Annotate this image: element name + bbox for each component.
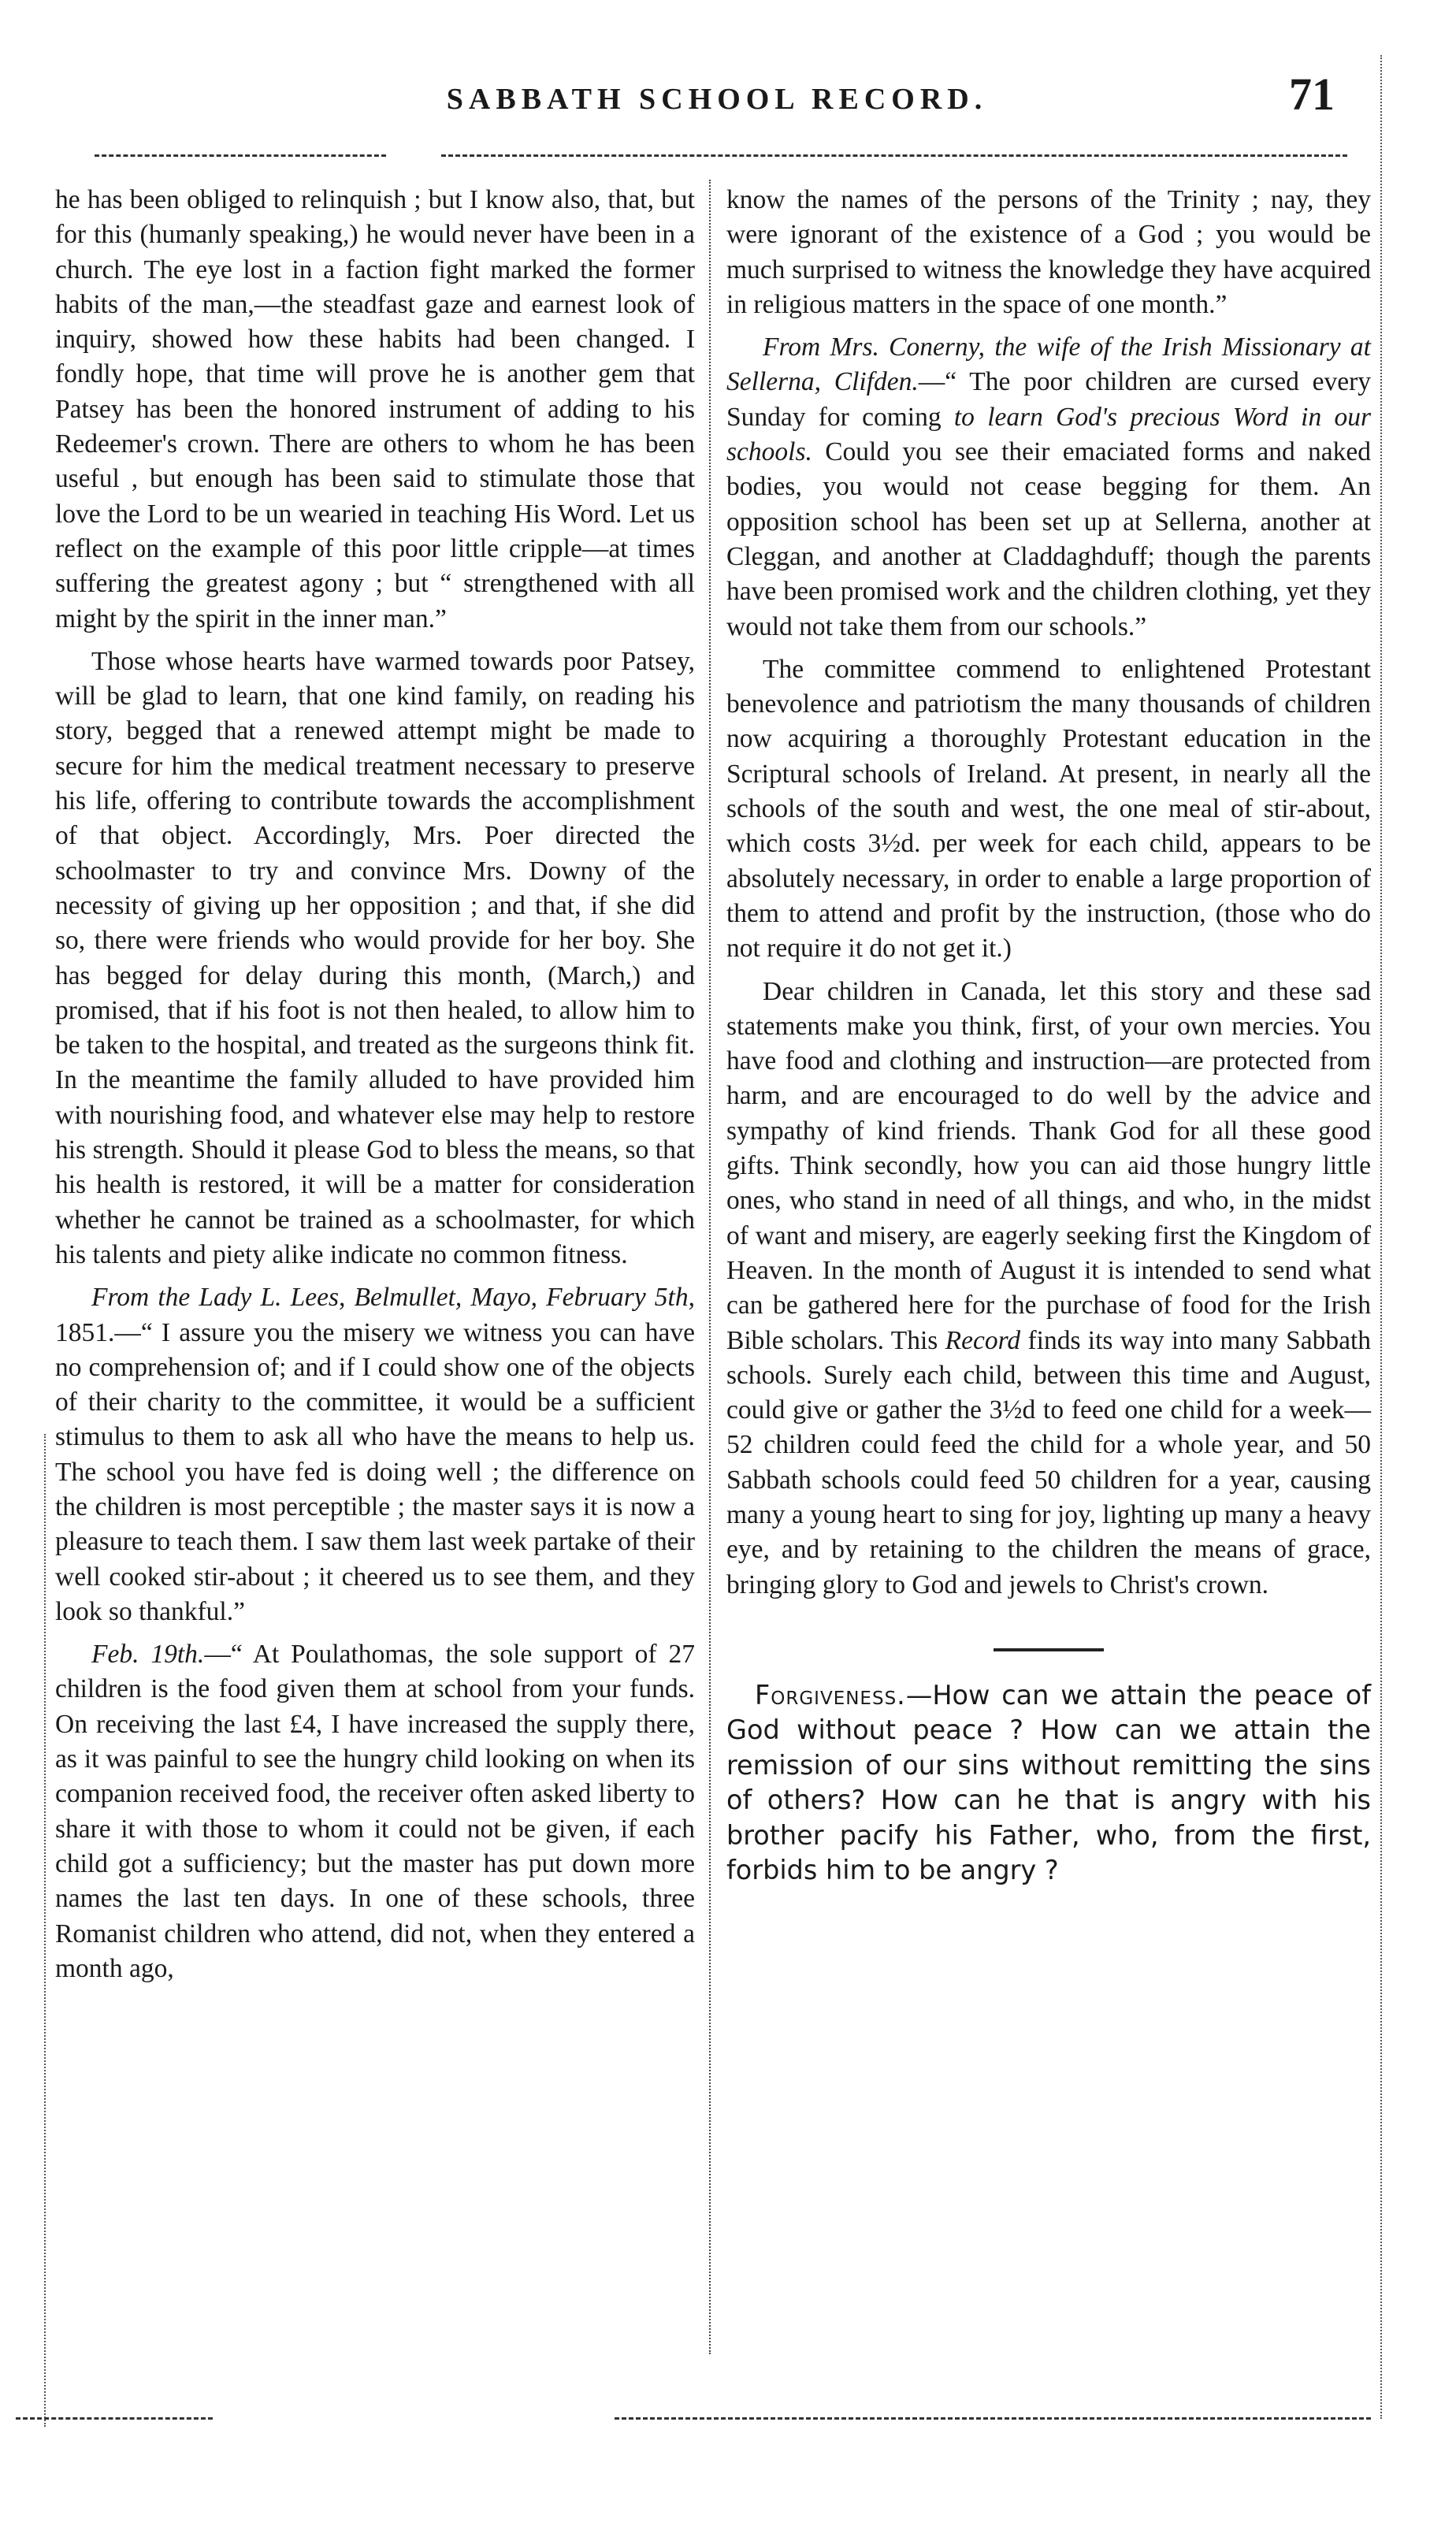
footer-rule-right bbox=[615, 2417, 1371, 2420]
letter-source: From Mrs. Conerny, the wife of the Irish Missionary at Sellerna, Clifden. bbox=[726, 332, 1371, 397]
appeal-text: Dear children in Canada, let this story and these sad statements make you think, first, of your own mercies. You have food and clothing and instruction—are protected from harm, and are encouraged to do well by the advice and sympathy of kind friends. Thank God for all these good gifts. Think secondly, how you can aid those hungry little ones, who stand in need of all things, and who, in the midst of want and misery, are eagerly seeking first the Kingdom of Heaven. In the month of August it is intended to send what can be gathered here for the purchase of food for the Irish Bible scholars. This bbox=[726, 976, 1371, 1355]
letter-excerpt bbox=[55, 1637, 695, 1986]
letter-body-rest: Could you see their emaciated forms and naked bodies, you would not cease begging for them. An opposition school has been set up at Sellerna, another at Cleggan, and another at Claddaghduff; though the parents have been promised work and the children clothing, yet they would not take them from our schools.” bbox=[726, 437, 1371, 641]
article-paragraph: know the names of the persons of the Trinity ; nay, they were ignorant of the existence of a God ; you would be much surprised to witness the knowledge they have acquired in religious matters in the space of one month.” bbox=[726, 185, 1371, 319]
column-divider bbox=[709, 180, 711, 2354]
record-title: Record bbox=[945, 1325, 1021, 1355]
letter-date: Feb. 19th. bbox=[91, 1640, 205, 1670]
letter-excerpt bbox=[726, 330, 1371, 645]
page-number: 71 bbox=[1289, 69, 1335, 120]
header-rule-left bbox=[95, 154, 386, 157]
article-paragraph: he has been obliged to relinquish ; but I know also, that, but for this (humanly speaking,) he would never have been in a church. The eye lost in a faction fight marked the former habits of the man,—the steadfast gaze and earnest look of inquiry, showed how these habits had been changed. I fondly hope, that time will prove he is another gem that Patsey has been the honored instrument of adding to his Redeemer's crown. There are others to whom he has been useful , but enough has been said to stimulate those that love the Lord to be un wearied in teaching His Word. Let us reflect on the example of this poor little cripple—at times suffering the greatest agony ; but “ strengthened with all might by the spirit in the inner man.” bbox=[55, 185, 695, 633]
left-column bbox=[55, 183, 695, 1986]
letter-body: —“ The poor children are cursed every Sunday for coming bbox=[726, 367, 1371, 432]
right-margin-rule bbox=[1380, 55, 1382, 2419]
article-paragraph: Those whose hearts have warmed towards poor Patsey, will be glad to learn, that one kind family, on reading his story, begged that a renewed attempt might be made to secure for him the medical treatment necessary to preserve his life, offering to contribute towards the accomplishment of that object. Accordingly, Mrs. Poer directed the schoolmaster to try and convince Mrs. Downy of the necessity of giving up her opposition ; and that, if she did so, there were friends who would provide for her boy. She has begged for delay during this month, (March,) and promised, that if his foot is not then healed, to allow him to be taken to the hospital, and treated as the surgeons think fit. In the meantime the family alluded to have provided him with nourishing food, and whatever else may help to restore his strength. Should it please God to bless the means, so that his health is restored, it will be a matter for consideration whether he cannot be trained as a schoolmaster, for which his talents and piety alike indicate no common fitness. bbox=[55, 646, 695, 1269]
letter-emphasis: to learn God's precious Word in our schools. bbox=[726, 402, 1372, 467]
right-column bbox=[726, 183, 1371, 1889]
left-margin-rule bbox=[44, 1434, 46, 2427]
letter-excerpt bbox=[55, 1280, 695, 1629]
header-rule-right bbox=[441, 154, 1347, 157]
running-title: SABBATH SCHOOL RECORD. bbox=[446, 83, 988, 116]
forgiveness-paragraph bbox=[726, 1678, 1371, 1889]
section-divider bbox=[994, 1648, 1104, 1651]
forgiveness-heading: Forgiveness. bbox=[755, 1679, 906, 1711]
appeal-text-rest: finds its way into many Sabbath schools. Surely each child, between this time and August, could give or gather the 3½d to feed one child for a week—52 children could feed the child for a whole year, and 50 Sabbath schools could feed 50 children for a year, causing many a young heart to sing for joy, lighting up many a heavy eye, and by retaining to the children the means of grace, bringing glory to God and jewels to Christ's crown. bbox=[726, 1325, 1372, 1599]
letter-body: —“ I assure you the misery we witness you can have no comprehension of; and if I could show one of the objects of their charity to the committee, it would be a sufficient stimulus to them to ask all who have the means to help us. The school you have fed is doing well ; the difference on the children is most perceptible ; the master says it is now a pleasure to teach them. I saw them last week partake of their well cooked stir-about ; it cheered us to see them, and they look so thankful.” bbox=[55, 1317, 695, 1626]
letter-body: —“ At Poulathomas, the sole support of 27 children is the food given them at school from your funds. On receiving the last £4, I have increased the supply there, as it was painful to see the hungry child looking on when its companion received food, the receiver often asked liberty to share it with those to whom it could not be given, if each child got a sufficiency; but the master has put down more names the last ten days. In one of these schools, three Romanist children who attend, did not, when they entered a month ago, bbox=[55, 1640, 695, 1983]
letter-source: From the Lady L. Lees, Belmullet, Mayo, February 5th, bbox=[91, 1283, 695, 1313]
footer-rule-left bbox=[16, 2417, 213, 2420]
article-paragraph: The committee commend to enlightened Protestant benevolence and patriotism the many thousands of children now acquiring a thoroughly Protestant education in the Scriptural schools of Ireland. At present, in nearly all the schools of the south and west, the one meal of stir-about, which costs 3½d. per week for each child, appears to be absolutely necessary, in order to enable a large proportion of them to attend and profit by the instruction, (those who do not require it do not get it.) bbox=[726, 654, 1371, 964]
appeal-paragraph bbox=[726, 975, 1371, 1603]
forgiveness-body: —How can we attain the peace of God without peace ? How can we attain the remission of our sins without remitting the sins of others? How can he that is angry with his brother pacify his Father, who, from the first, forbids him to be angry ? bbox=[726, 1679, 1371, 1886]
letter-year: 1851. bbox=[55, 1317, 115, 1347]
